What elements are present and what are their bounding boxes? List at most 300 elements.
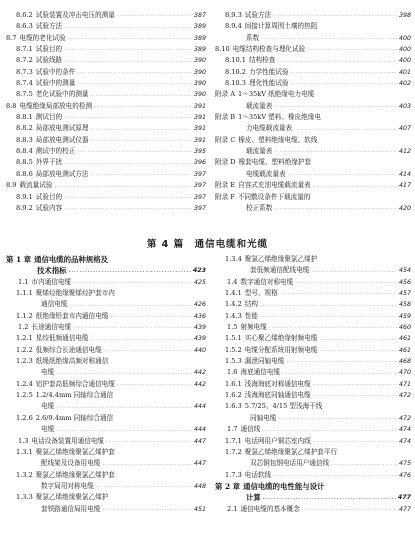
toc-entry-title: 性能 xyxy=(244,311,258,320)
toc-entry xyxy=(215,55,411,66)
toc-leader-dots xyxy=(64,24,192,33)
toc-leader-dots xyxy=(313,438,397,447)
toc-entry-title: 低频综合长途通信电缆 xyxy=(35,345,102,354)
toc-leader-dots xyxy=(68,35,192,44)
toc-right-column-bottom xyxy=(215,254,411,515)
toc-entry-title: 射频电缆 xyxy=(240,323,267,332)
toc-entry-title: 电缆 xyxy=(41,402,55,411)
toc-entry xyxy=(215,333,411,344)
toc-entry-page: 389 xyxy=(193,34,206,42)
toc-entry xyxy=(6,447,206,458)
toc-entry-page: 414 xyxy=(398,170,411,178)
toc-leader-dots xyxy=(307,46,397,55)
toc-entry xyxy=(215,288,411,299)
toc-entry-page: 461 xyxy=(398,346,411,354)
toc-entry-page: 420 xyxy=(398,204,411,212)
toc-entry-title: 电话软线 xyxy=(244,470,272,479)
toc-entry xyxy=(215,265,411,276)
toc-entry-number: 1.3.2 xyxy=(16,470,33,479)
toc-entry-page: 447 xyxy=(193,437,206,445)
toc-entry xyxy=(6,333,206,344)
toc-leader-dots xyxy=(319,347,397,356)
toc-entry-number: 1.6 xyxy=(227,368,238,377)
toc-entry-title: 通信电缆的电性能与设计 xyxy=(243,481,325,491)
toc-leader-dots xyxy=(64,205,192,214)
toc-entry-number: 附录 D xyxy=(215,158,236,167)
toc-entry-number: 8.9.1 xyxy=(16,192,33,201)
toc-entry xyxy=(6,101,206,112)
toc-leader-dots xyxy=(274,205,397,214)
toc-entry xyxy=(6,10,206,21)
toc-entry-title: 漏泄同轴电缆 xyxy=(244,357,285,366)
toc-entry-page: 440 xyxy=(193,346,206,354)
toc-entry-page: 457 xyxy=(398,290,411,298)
toc-entry-page: 391 xyxy=(193,125,206,133)
toc-entry-title: 结构 xyxy=(244,300,258,309)
toc-entry-number: 第 1 章 xyxy=(6,255,32,264)
toc-entry-page: 451 xyxy=(193,505,206,513)
toc-entry-number: 附录 A xyxy=(215,90,236,99)
toc-leader-dots xyxy=(91,336,192,345)
toc-entry-title: 间接计算周围土壤的热阻 xyxy=(244,22,318,31)
toc-entry-page: 402 xyxy=(398,80,411,88)
toc-entry xyxy=(215,436,411,447)
toc-entry-title: 配线架及设备用电缆 xyxy=(41,459,101,468)
toc-leader-dots xyxy=(106,438,192,447)
toc-leader-dots xyxy=(73,324,192,333)
toc-entry xyxy=(215,123,411,134)
toc-leader-dots xyxy=(56,404,192,413)
toc-leader-dots xyxy=(104,347,192,356)
toc-entry-number: 1.3.1 xyxy=(16,447,33,456)
toc-entry-page: 426 xyxy=(193,301,206,309)
toc-entry-title: 聚氯乙烯绝缘聚氯乙烯护套 xyxy=(35,470,115,479)
toc-entry-number: 1.4.1 xyxy=(225,289,242,298)
toc-entry xyxy=(6,67,206,78)
toc-entry-title: 不同敷设条件下载流量的 xyxy=(237,192,311,201)
toc-entry-page: 397 xyxy=(193,182,206,190)
toc-leader-dots xyxy=(280,290,397,299)
toc-entry xyxy=(6,413,206,424)
toc-entry-page: 390 xyxy=(193,57,206,65)
toc-entry-page: 442 xyxy=(193,380,206,388)
toc-entry-number: 8.8.5 xyxy=(16,158,33,167)
toc-leader-dots xyxy=(77,148,192,157)
toc-entry xyxy=(6,390,206,401)
toc-entry-number: 1.3.3 xyxy=(16,493,33,502)
toc-leader-dots xyxy=(73,279,192,288)
toc-leader-dots xyxy=(311,268,397,277)
toc-entry xyxy=(215,447,411,458)
toc-entry-title: 通信电缆的品种规格及 xyxy=(34,255,108,264)
toc-leader-dots xyxy=(102,461,192,470)
toc-entry-page: 387 xyxy=(193,12,206,19)
toc-leader-dots xyxy=(64,58,192,67)
toc-entry-number: 1.4.2 xyxy=(225,300,242,309)
toc-entry-title: 载流量试验 xyxy=(19,181,53,190)
toc-entry-page: 389 xyxy=(193,23,206,31)
toc-entry xyxy=(6,311,206,322)
toc-entry xyxy=(6,157,206,168)
toc-entry xyxy=(215,21,411,32)
toc-entry-number: 2.1 xyxy=(227,504,238,513)
toc-entry-title: 试验中的条件 xyxy=(35,67,76,76)
toc-entry-page: 391 xyxy=(193,114,206,122)
toc-entry-page: 470 xyxy=(398,369,411,377)
toc-entry-title: 局部放电测试方法 xyxy=(35,169,89,178)
toc-entry-number: 1.1.1 xyxy=(16,289,33,298)
toc-entry-number: 1.2.1 xyxy=(16,334,33,343)
toc-leader-dots xyxy=(69,302,192,311)
toc-entry-number: 8.6.2 xyxy=(16,11,33,19)
toc-leader-dots xyxy=(117,12,192,21)
toc-entry xyxy=(215,192,411,203)
part-heading: 第 4 篇 通信电缆和光缆 xyxy=(146,239,269,250)
toc-entry-page: 423 xyxy=(192,267,206,275)
toc-entry-page: 477 xyxy=(397,494,411,502)
toc-entry xyxy=(6,379,206,390)
toc-entry xyxy=(215,180,411,191)
toc-entry-title: 试验内容 xyxy=(35,203,63,212)
toc-leader-dots xyxy=(77,69,192,78)
toc-entry xyxy=(215,311,411,322)
toc-entry-title: 电缆 xyxy=(41,368,55,377)
toc-entry-number: 附录 C xyxy=(215,135,236,144)
toc-leader-dots xyxy=(54,183,192,192)
toc-leader-dots xyxy=(64,194,192,203)
toc-entry-number: 1.6.3 xyxy=(225,402,242,411)
toc-left-column-bottom xyxy=(6,254,206,515)
toc-entry-title: 结构检查 xyxy=(248,56,276,65)
toc-entry-number: 8.10.3 xyxy=(225,79,246,88)
toc-entry xyxy=(215,345,411,356)
toc-entry-title: 老化试验中的测量 xyxy=(35,90,89,99)
toc-entry-page: 471 xyxy=(398,380,411,388)
toc-entry-title: 理化性能试验 xyxy=(248,79,289,88)
toc-entry xyxy=(6,265,206,276)
toc-entry xyxy=(215,112,411,123)
toc-entry-page: 448 xyxy=(193,482,206,490)
toc-entry xyxy=(215,413,411,424)
toc-entry-title: 电话设备装置用通信电缆 xyxy=(31,436,105,445)
toc-entry-page: 468 xyxy=(398,358,411,366)
toc-entry-title: 技术指标 xyxy=(37,266,67,276)
toc-leader-dots xyxy=(295,279,397,288)
toc-entry-number: 8.8.1 xyxy=(16,113,33,122)
toc-entry-page: 397 xyxy=(193,170,206,178)
toc-entry-title: 聚氯乙烯绝缘聚氯乙烯护 xyxy=(35,493,109,502)
toc-entry-number: 1.7.3 xyxy=(225,470,242,479)
toc-entry-number: 1.2 xyxy=(18,323,29,332)
toc-entry-page: 439 xyxy=(193,335,206,343)
toc-leader-dots xyxy=(291,80,397,89)
toc-entry-title: 力电缆载流量表 xyxy=(246,124,293,133)
toc-entry xyxy=(215,277,411,288)
toc-entry-page: 407 xyxy=(398,125,411,133)
toc-entry xyxy=(215,44,411,55)
toc-entry-number: 8.10.1 xyxy=(225,56,246,65)
toc-entry-page: 477 xyxy=(398,505,411,513)
toc-entry xyxy=(6,436,206,447)
toc-entry-number: 8.7 xyxy=(6,33,17,42)
toc-entry-title: 双芯铜包钢电话用户通信线 xyxy=(250,459,330,468)
toc-entry-number: 1.2.4 xyxy=(16,379,33,388)
toc-entry xyxy=(215,356,411,367)
toc-entry-page: 425 xyxy=(193,278,206,286)
toc-entry-title: 浅海海底同轴通信电缆 xyxy=(244,391,311,400)
toc-entry-title: 试验装置及冲击电压的测量 xyxy=(35,11,115,19)
toc-entry-title: 纸绝缘铅套市内通信电缆 xyxy=(35,311,109,320)
toc-leader-dots xyxy=(274,103,397,112)
toc-entry-title: 市内通信电缆 xyxy=(31,277,72,286)
toc-entry-title: 实心聚乙烯绝缘射频电缆 xyxy=(244,334,318,343)
toc-entry-number: 8.8.6 xyxy=(16,169,33,178)
toc-entry-number: 8.7.1 xyxy=(16,45,33,54)
toc-entry xyxy=(215,401,411,412)
toc-entry xyxy=(6,44,206,55)
toc-leader-dots xyxy=(273,472,397,481)
toc-entry xyxy=(215,379,411,390)
toc-entry-number: 1.6.2 xyxy=(225,391,242,400)
toc-entry xyxy=(6,123,206,134)
toc-entry-page: 390 xyxy=(193,68,206,76)
toc-entry xyxy=(6,135,206,146)
toc-entry xyxy=(6,424,206,435)
toc-entry xyxy=(6,470,206,481)
toc-entry-number: 8.9.2 xyxy=(16,203,33,212)
toc-entry-page: 475 xyxy=(398,460,411,468)
toc-entry xyxy=(215,203,411,214)
toc-entry-title: 型号、规格 xyxy=(244,289,278,298)
toc-entry xyxy=(6,504,206,515)
toc-entry-title: 浅海海底对称通信电缆 xyxy=(244,379,311,388)
toc-entry xyxy=(6,180,206,191)
toc-entry-page: 400 xyxy=(398,46,411,54)
toc-leader-dots xyxy=(102,506,192,515)
toc-entry-page: 460 xyxy=(398,324,411,332)
toc-leader-dots xyxy=(319,336,397,345)
toc-entry-title: 1.2/4.4mm 同轴综合通信 xyxy=(35,391,114,400)
toc-entry-page: 458 xyxy=(398,301,411,309)
toc-entry-title: 试验中的测量 xyxy=(35,79,76,88)
toc-entry-title: 试验线路 xyxy=(35,56,63,65)
toc-entry-title: 试验目的 xyxy=(35,45,63,54)
toc-entry-title: 局部放电测试仪器 xyxy=(35,135,89,144)
toc-entry-title: 测试目的 xyxy=(35,113,63,122)
toc-leader-dots xyxy=(77,80,192,89)
toc-entry xyxy=(6,112,206,123)
toc-leader-dots xyxy=(331,461,397,470)
toc-entry-title: 电缆 xyxy=(41,425,55,434)
toc-entry-page: 412 xyxy=(398,148,411,156)
toc-entry-title: 套铁路通信局用电缆 xyxy=(41,504,101,513)
toc-entry-page: 472 xyxy=(398,414,411,422)
toc-entry-number: 8.9.3 xyxy=(225,11,242,19)
toc-entry xyxy=(6,203,206,214)
toc-entry-title: 局部放电测试原理 xyxy=(35,124,89,133)
toc-entry xyxy=(215,67,411,78)
toc-entry xyxy=(215,89,411,100)
toc-entry-title: 套低频通信配线电缆 xyxy=(250,266,310,275)
toc-entry-title: 橡皮、塑料绝缘电缆、软线 xyxy=(238,135,318,144)
toc-entry-number: 8.8 xyxy=(6,101,17,110)
toc-entry-number: 1.2.6 xyxy=(16,413,33,422)
toc-entry-title: 载流量表 xyxy=(246,101,273,110)
toc-entry-number: 1.4.3 xyxy=(225,311,242,320)
toc-entry-title: 电缆的老化试验 xyxy=(19,33,66,42)
toc-entry-title: 长途通信电缆 xyxy=(31,323,72,332)
toc-entry-number: 1.1.2 xyxy=(16,311,33,320)
toc-entry xyxy=(6,33,206,44)
toc-leader-dots xyxy=(56,370,192,379)
toc-entry-number: 第 2 章 xyxy=(215,481,241,491)
toc-leader-dots xyxy=(302,506,397,515)
toc-entry-page: 456 xyxy=(398,278,411,286)
toc-entry-title: 电缆结构检查与理化试验 xyxy=(232,45,306,54)
toc-leader-dots xyxy=(260,302,397,311)
toc-entry-number: 1.2.2 xyxy=(16,345,33,354)
toc-entry xyxy=(6,367,206,378)
toc-entry xyxy=(6,169,206,180)
toc-entry-title: 1～35kV 纸绝缘电力电缆 xyxy=(238,90,315,99)
toc-left-column-top xyxy=(6,10,206,214)
toc-entry-number: 8.8.4 xyxy=(16,147,33,156)
toc-entry xyxy=(6,345,206,356)
toc-entry xyxy=(215,504,411,515)
toc-entry xyxy=(215,481,411,492)
toc-entry-page: 397 xyxy=(193,204,206,212)
toc-entry xyxy=(215,458,411,469)
toc-entry-number: 1.6.1 xyxy=(225,379,242,388)
toc-entry-page: 396 xyxy=(193,159,206,167)
toc-entry xyxy=(6,356,206,367)
toc-entry xyxy=(215,135,411,146)
toc-entry-page: 444 xyxy=(193,403,206,411)
toc-leader-dots xyxy=(117,381,192,390)
toc-leader-dots xyxy=(56,427,192,436)
toc-entry xyxy=(215,33,411,44)
toc-entry-title: 系数 xyxy=(246,33,260,42)
toc-entry-number: 1.3.4 xyxy=(225,255,242,263)
toc-entry xyxy=(215,322,411,333)
toc-entry-page: 472 xyxy=(398,392,411,400)
toc-leader-dots xyxy=(91,126,192,135)
toc-entry-number: 8.7.5 xyxy=(16,90,33,99)
toc-entry xyxy=(6,254,206,265)
toc-entry xyxy=(6,55,206,66)
toc-entry-number: 1.7.2 xyxy=(225,447,242,456)
toc-leader-dots xyxy=(278,415,397,424)
toc-entry-number: 1.1 xyxy=(18,277,29,286)
toc-leader-dots xyxy=(277,58,397,67)
toc-entry-page: 439 xyxy=(193,324,206,332)
toc-entry xyxy=(6,458,206,469)
toc-entry xyxy=(215,299,411,310)
toc-entry-title: 载流量表 xyxy=(246,147,273,156)
toc-entry-number: 1.5.3 xyxy=(225,357,242,366)
toc-leader-dots xyxy=(282,370,397,379)
toc-entry-number: 1.2.5 xyxy=(16,391,33,400)
toc-entry-title: 通信电缆的基本概念 xyxy=(240,504,300,513)
toc-entry xyxy=(6,21,206,32)
toc-entry-page: 391 xyxy=(193,102,206,110)
toc-entry xyxy=(215,78,411,89)
toc-entry-number: 1.2.3 xyxy=(16,357,33,366)
toc-entry-title: 电缆绝缘局部放电的检测 xyxy=(19,101,93,110)
toc-entry-title: 聚烯烃绝缘聚烯烃护套市内 xyxy=(35,289,115,298)
toc-entry-page: 397 xyxy=(193,193,206,201)
toc-entry-title: 外界干扰 xyxy=(35,158,63,167)
toc-entry-number: 1.5.2 xyxy=(225,345,242,354)
toc-entry-title: 海底通信电缆 xyxy=(240,368,281,377)
toc-entry xyxy=(6,192,206,203)
toc-entry xyxy=(215,169,411,180)
toc-entry-number: 附录 F xyxy=(215,192,235,201)
toc-entry xyxy=(6,322,206,333)
toc-leader-dots xyxy=(286,358,397,367)
toc-entry-number: 附录 E xyxy=(215,181,236,190)
toc-entry xyxy=(6,89,206,100)
toc-entry-page: 400 xyxy=(398,57,411,65)
toc-entry xyxy=(6,277,206,288)
toc-entry-number: 1.7 xyxy=(227,425,238,434)
toc-entry-number: 8.9.4 xyxy=(225,22,242,31)
toc-entry xyxy=(6,401,206,412)
toc-entry-title: 聚氯乙烯绝缘聚氯乙烯护套平行 xyxy=(244,447,338,456)
toc-entry-title: 数字局用对称电缆 xyxy=(41,481,94,490)
toc-leader-dots xyxy=(263,495,396,504)
toc-entry-number: 1.5 xyxy=(227,323,238,332)
toc-leader-dots xyxy=(94,103,192,112)
toc-leader-dots xyxy=(294,126,397,135)
toc-entry-page: 391 xyxy=(193,136,206,144)
toc-entry-title: 2.6/9.4mm 同轴综合通信 xyxy=(35,413,114,422)
toc-entry-number: 1.3 xyxy=(18,436,29,445)
toc-entry-number: 8.7.2 xyxy=(16,56,33,65)
toc-entry xyxy=(215,470,411,481)
toc-entry-page: 459 xyxy=(398,312,411,320)
toc-entry-number: 8.7.4 xyxy=(16,79,33,88)
toc-entry-title: 测试中的校正 xyxy=(35,147,76,156)
toc-entry-page: 447 xyxy=(193,460,206,468)
toc-entry-title: 橡套电缆、塑料绝缘护套 xyxy=(238,158,312,167)
toc-entry-page: 400 xyxy=(398,34,411,42)
toc-entry-title: 同轴电缆 xyxy=(250,413,277,422)
toc-entry-page: 461 xyxy=(398,335,411,343)
toc-entry-title: 聚氯乙烯绝缘聚氯乙烯护 xyxy=(244,255,318,263)
toc-entry xyxy=(215,101,411,112)
toc-entry-title: 1～35kV 塑料、橡皮绝缘电 xyxy=(238,113,321,122)
toc-entry-title: 5.7/25、4/15 型浅海干线 xyxy=(244,402,323,411)
toc-entry-page: 474 xyxy=(398,437,411,445)
toc-entry-page: 389 xyxy=(193,46,206,54)
toc-leader-dots xyxy=(262,427,397,436)
toc-entry xyxy=(6,146,206,157)
toc-leader-dots xyxy=(64,114,192,123)
toc-entry-page: 417 xyxy=(398,182,411,190)
toc-entry xyxy=(215,254,411,265)
toc-entry-number: 8.10.2 xyxy=(225,67,246,76)
toc-entry xyxy=(215,390,411,401)
toc-leader-dots xyxy=(260,313,397,322)
toc-entry xyxy=(215,367,411,378)
toc-leader-dots xyxy=(69,268,191,277)
toc-entry-page: 401 xyxy=(398,68,411,76)
toc-entry-title: 铝护套高低频综合通信电缆 xyxy=(35,379,115,388)
toc-entry xyxy=(215,424,411,435)
toc-leader-dots xyxy=(110,313,192,322)
toc-entry-page: 390 xyxy=(193,80,206,88)
